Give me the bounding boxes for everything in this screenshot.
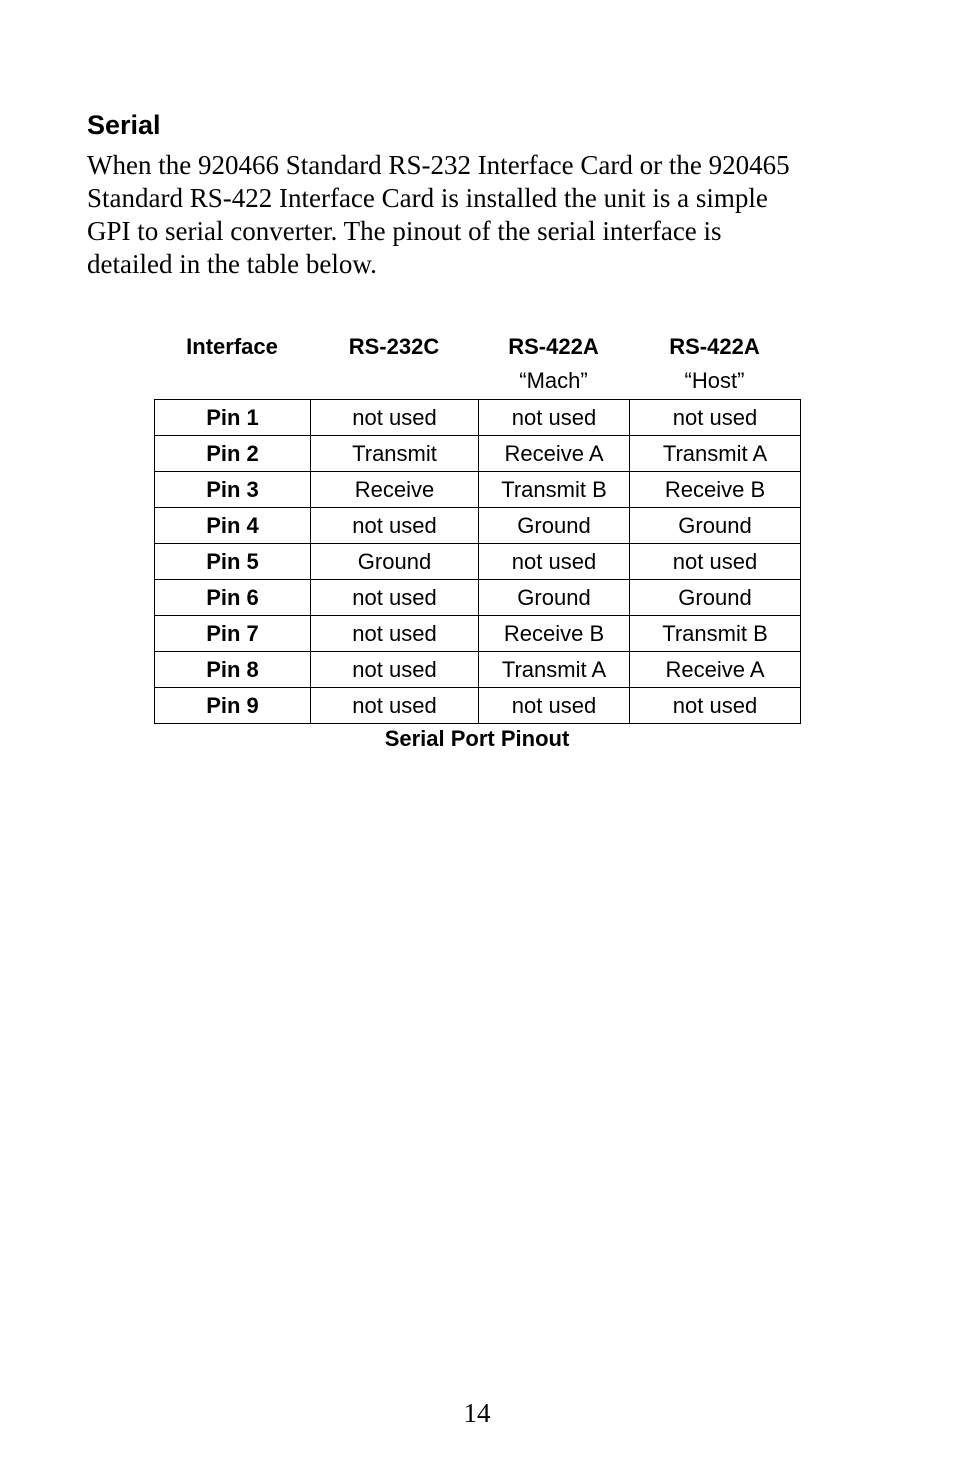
pin-signal-cell: Transmit A xyxy=(630,436,801,472)
pin-signal-cell: Receive B xyxy=(479,616,630,652)
section-heading: Serial xyxy=(87,110,161,140)
pin-signal-cell: not used xyxy=(630,544,801,580)
table-row xyxy=(155,400,801,436)
paragraph-line: When the 920466 Standard RS-232 Interface Card or the 920465 xyxy=(87,150,790,180)
paragraph-line: Standard RS-422 Interface Card is installed the unit is a simple xyxy=(87,183,768,213)
pin-signal-cell: not used xyxy=(311,508,479,544)
pin-signal-cell: Ground xyxy=(479,508,630,544)
paragraph-line: detailed in the table below. xyxy=(87,249,377,279)
pin-signal-cell: not used xyxy=(479,400,630,436)
pin-signal-cell: Transmit A xyxy=(479,652,630,688)
pin-label-cell: Pin 9 xyxy=(155,688,311,724)
pin-signal-cell: not used xyxy=(311,652,479,688)
pin-signal-cell: not used xyxy=(311,616,479,652)
pin-signal-cell: Ground xyxy=(311,544,479,580)
pin-label-cell: Pin 5 xyxy=(155,544,311,580)
pin-label-cell: Pin 4 xyxy=(155,508,311,544)
column-header-rs422a-mach: RS-422A xyxy=(508,334,599,359)
pin-signal-cell: not used xyxy=(630,400,801,436)
pin-signal-cell: not used xyxy=(479,544,630,580)
table-caption: Serial Port Pinout xyxy=(384,726,570,751)
pin-label-cell: Pin 6 xyxy=(155,580,311,616)
column-subheader-mach: “Mach” xyxy=(519,368,588,393)
table-row xyxy=(155,472,801,508)
pin-signal-cell: Transmit B xyxy=(479,472,630,508)
pin-signal-cell: not used xyxy=(479,688,630,724)
section-paragraph xyxy=(87,149,887,281)
pin-signal-cell: not used xyxy=(311,400,479,436)
table-row xyxy=(155,688,801,724)
table-row xyxy=(155,508,801,544)
pin-signal-cell: Transmit B xyxy=(630,616,801,652)
pin-signal-cell: Receive A xyxy=(630,652,801,688)
pin-signal-cell: Receive B xyxy=(630,472,801,508)
pin-label-cell: Pin 1 xyxy=(155,400,311,436)
pin-signal-cell: not used xyxy=(311,580,479,616)
pin-signal-cell: Ground xyxy=(630,508,801,544)
paragraph-line: GPI to serial converter. The pinout of the serial interface is xyxy=(87,216,722,246)
pin-signal-cell: Receive A xyxy=(479,436,630,472)
serial-pinout-table xyxy=(154,399,801,724)
pin-signal-cell: Ground xyxy=(630,580,801,616)
pin-signal-cell: Ground xyxy=(479,580,630,616)
table-row xyxy=(155,580,801,616)
pin-signal-cell: not used xyxy=(311,688,479,724)
pin-label-cell: Pin 3 xyxy=(155,472,311,508)
table-row xyxy=(155,436,801,472)
table-row xyxy=(155,652,801,688)
table-row xyxy=(155,544,801,580)
pin-label-cell: Pin 7 xyxy=(155,616,311,652)
column-header-rs422a-host: RS-422A xyxy=(669,334,760,359)
page-number: 14 xyxy=(463,1398,491,1428)
column-header-rs232c: RS-232C xyxy=(348,334,440,359)
column-subheader-host: “Host” xyxy=(684,368,745,393)
pin-signal-cell: Receive xyxy=(311,472,479,508)
pin-signal-cell: not used xyxy=(630,688,801,724)
table-row xyxy=(155,616,801,652)
pin-label-cell: Pin 2 xyxy=(155,436,311,472)
pin-signal-cell: Transmit xyxy=(311,436,479,472)
column-header-interface: Interface xyxy=(186,334,278,359)
pin-label-cell: Pin 8 xyxy=(155,652,311,688)
